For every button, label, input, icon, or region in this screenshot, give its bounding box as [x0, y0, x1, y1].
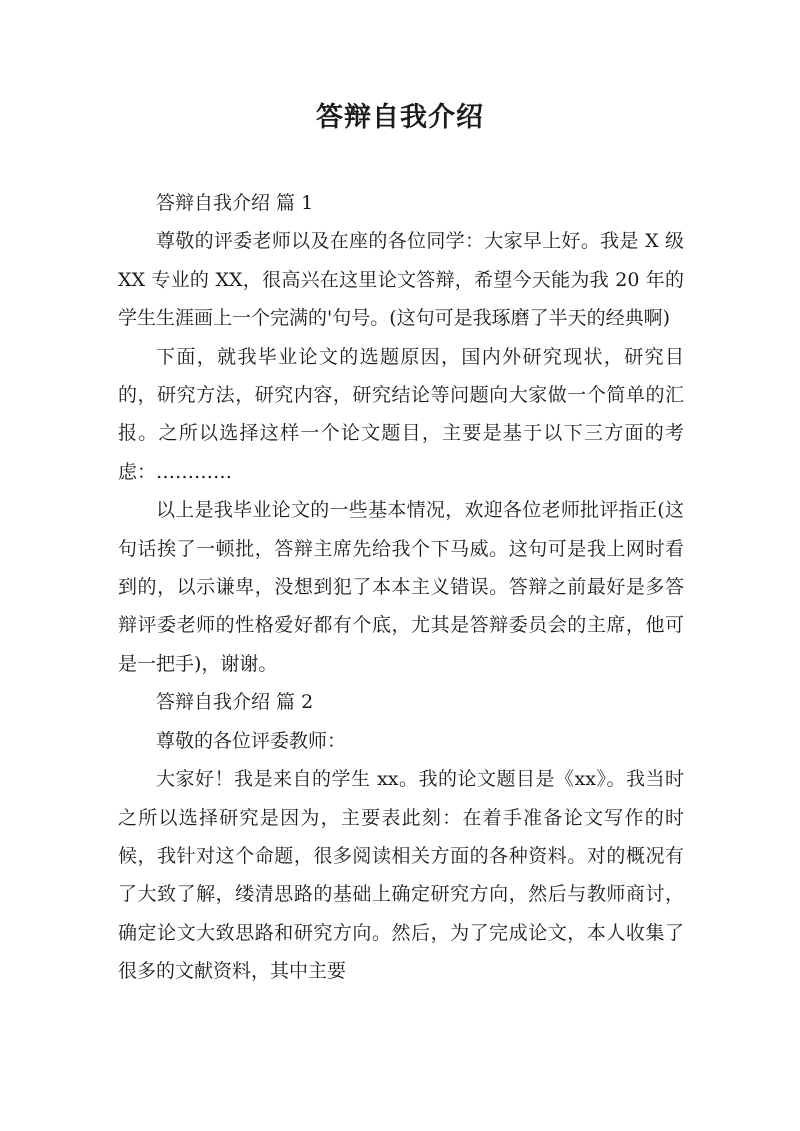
- section-heading-1: 答辩自我介绍 篇 1: [156, 192, 314, 214]
- paragraph-salutation: 尊敬的各位评委教师：: [156, 729, 347, 752]
- paragraph-report-intro: 下面，就我毕业论文的选题原因，国内外研究现状，研究目的，研究方法，研究内容，研究结论等问题向大家做一个简单的汇报。之所以选择这样一个论文题目，主要是基于以下三方面的考虑：…………: [118, 345, 684, 483]
- paragraph-closing: 以上是我毕业论文的一些基本情况，欢迎各位老师批评指正(这句话挨了一顿批，答辩主席先给我个下马威。这句可是我上网时看到的，以示谦卑，没想到犯了本本主义错误。答辩之前最好是多答辩评委老师的性格爱好都有个底，尤其是答辩委员会的主席，他可是一把手)，谢谢。: [118, 499, 684, 675]
- paragraph-introduction: 大家好！我是来自的学生 xx。我的论文题目是《xx》。我当时之所以选择研究是因为，主要表此刻：在着手准备论文写作的时候，我针对这个命题，很多阅读相关方面的各种资料。对的概况有了大致了解，缕清思路的基础上确定研究方向，然后与教师商讨，确定论文大致思路和研究方向。然后，为了完成论文，本人收集了很多的文献资料，其中主要: [118, 768, 684, 983]
- document-title: 答辩自我介绍: [316, 102, 484, 133]
- section-heading-2: 答辩自我介绍 篇 2: [156, 691, 314, 714]
- paragraph-greeting: 尊敬的评委老师以及在座的各位同学：大家早上好。我是 X 级 XX 专业的 XX，很高兴在这里论文答辩，希望今天能为我 20 年的学生生涯画上一个完满的'句号。(这句可是我琢磨了半天的经典啊): [118, 230, 684, 330]
- document-body: [118, 184, 684, 991]
